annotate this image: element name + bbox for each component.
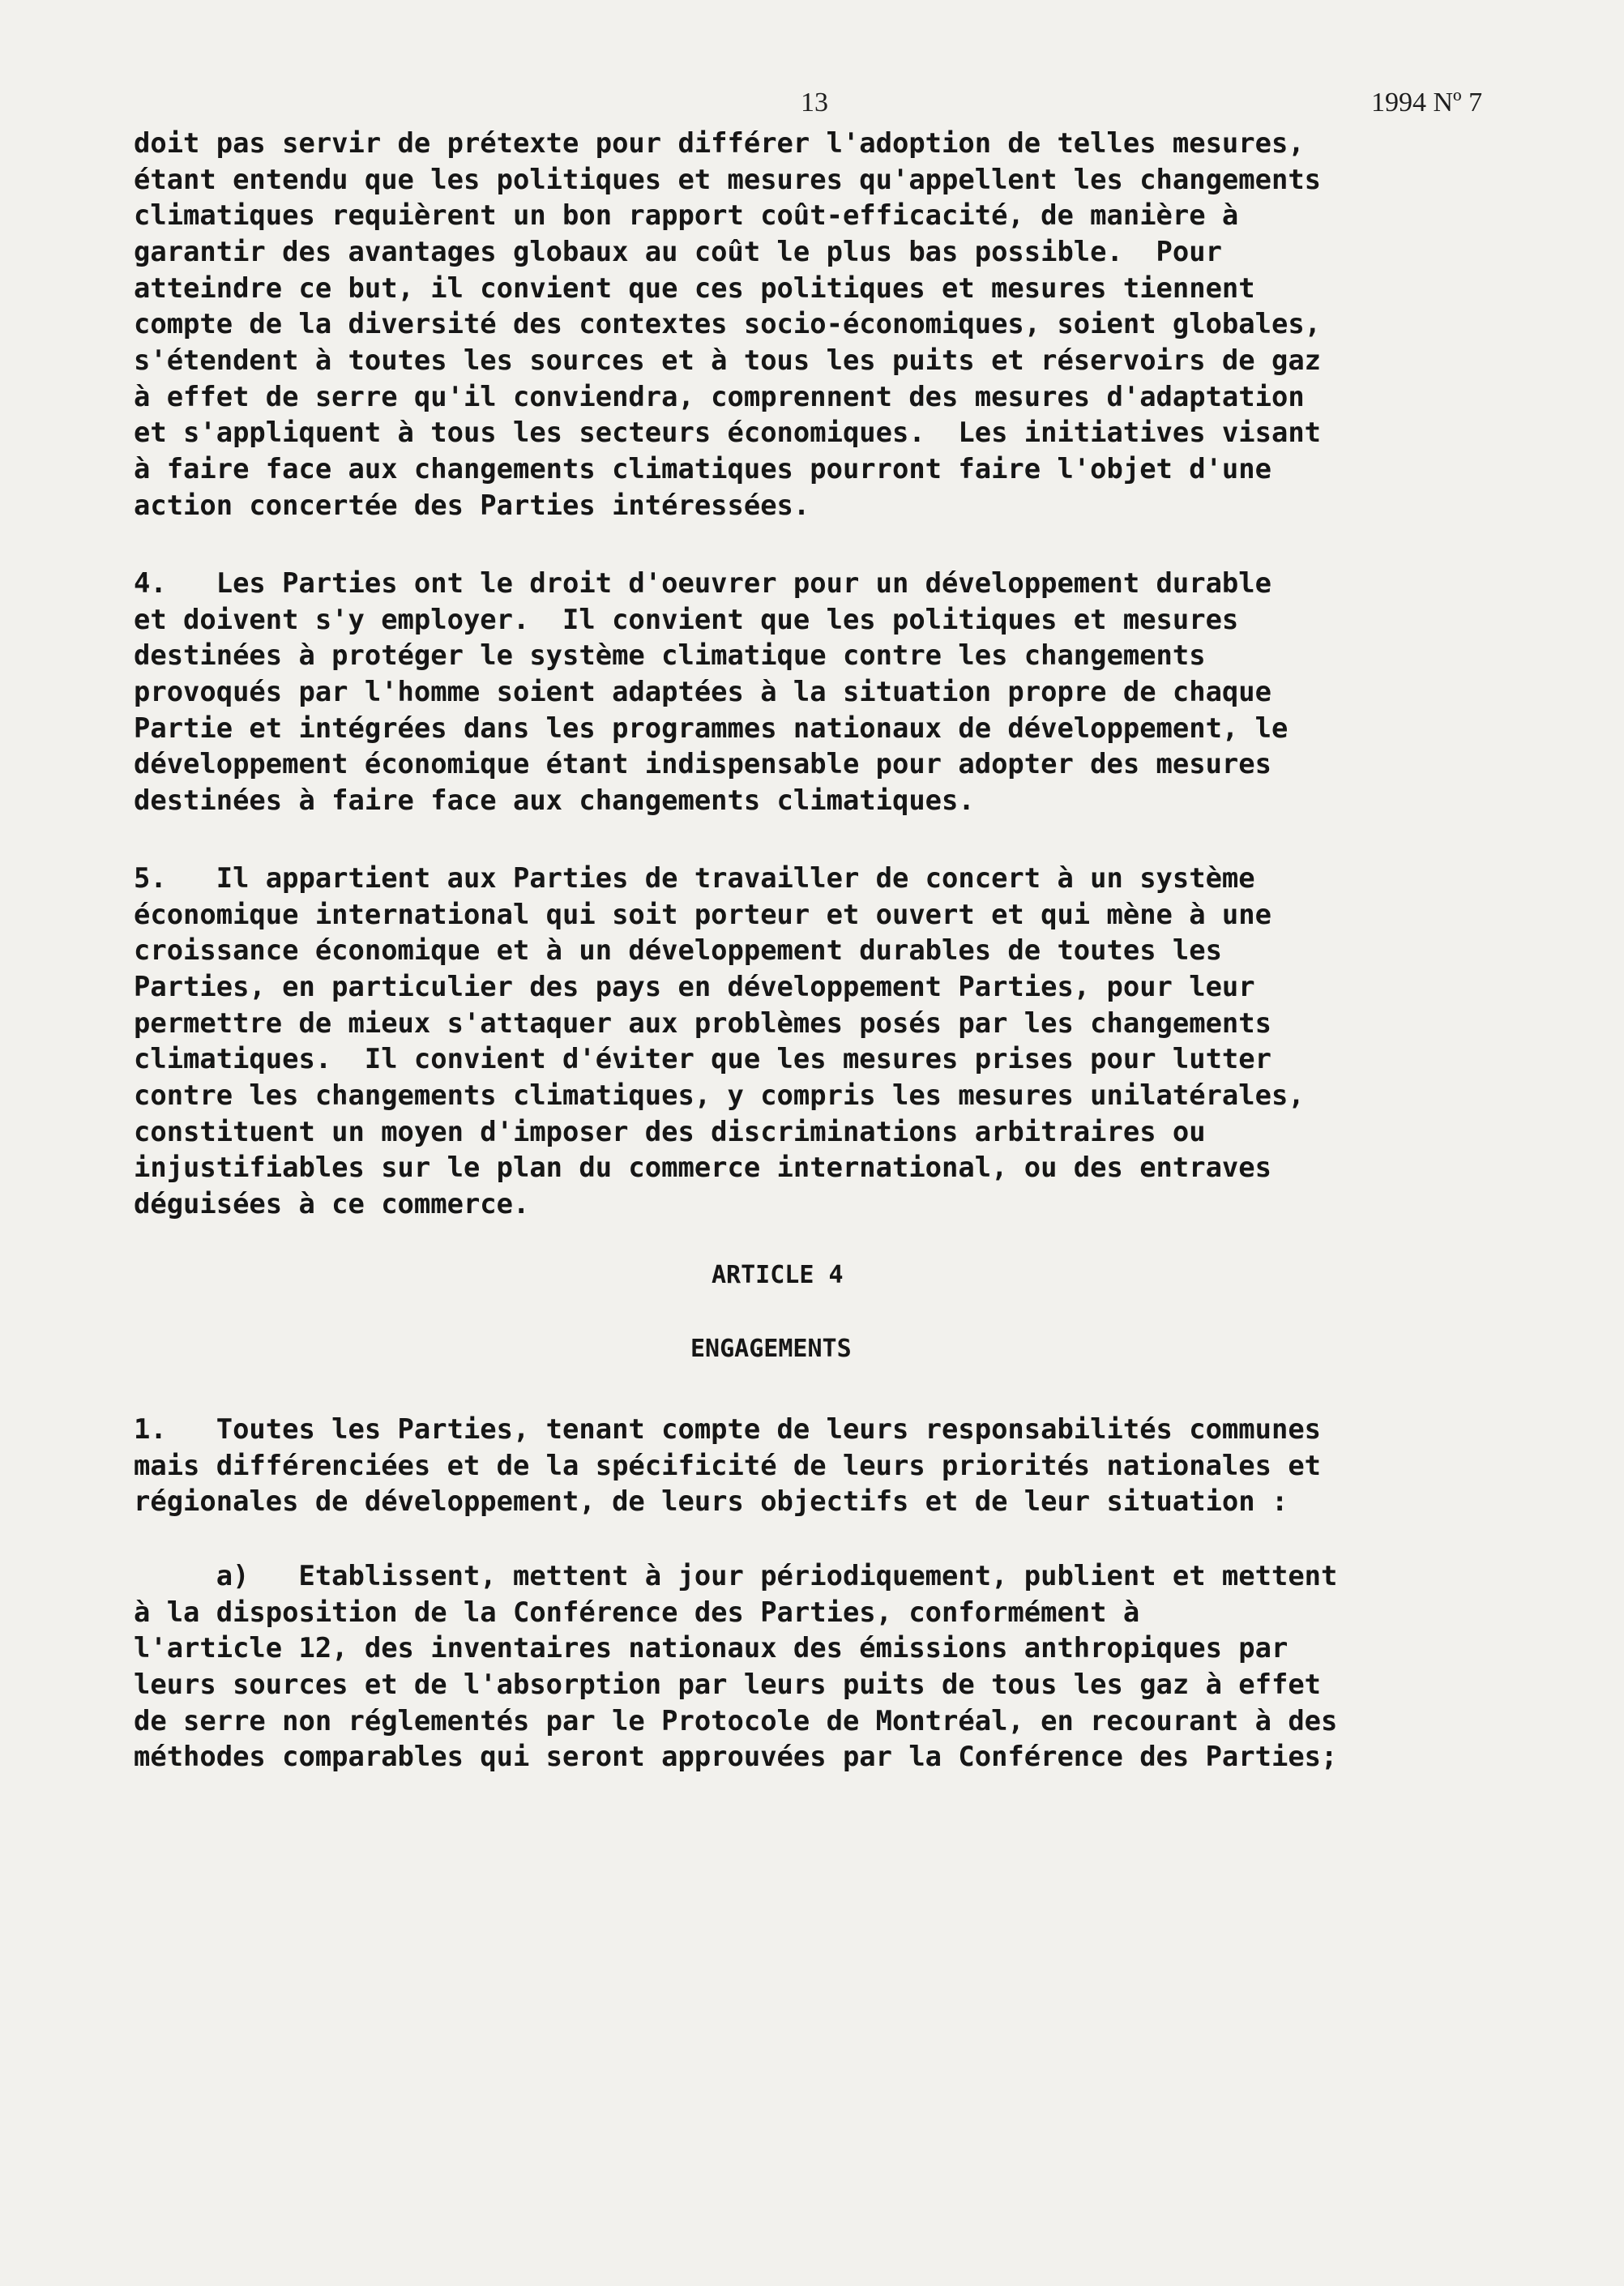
text-line: a) Etablissent, mettent à jour périodiquement, publient et mettent: [134, 1560, 1338, 1592]
text-line: atteindre ce but, il convient que ces politiques et mesures tiennent: [134, 272, 1255, 304]
text-line: destinées à protéger le système climatique contre les changements: [134, 639, 1206, 671]
text-line: 4. Les Parties ont le droit d'oeuvrer pour un développement durable: [134, 567, 1271, 599]
text-line: contre les changements climatiques, y compris les mesures unilatérales,: [134, 1079, 1305, 1111]
article-heading: ARTICLE 4: [712, 1261, 844, 1289]
text-line: Partie et intégrées dans les programmes nationaux de développement, le: [134, 712, 1289, 744]
text-line: à faire face aux changements climatiques pourront faire l'objet d'une: [134, 453, 1271, 485]
text-line: injustifiables sur le plan du commerce international, ou des entraves: [134, 1152, 1271, 1183]
text-line: croissance économique et à un développement durables de toutes les: [134, 934, 1222, 966]
text-line: étant entendu que les politiques et mesures qu'appellent les changements: [134, 164, 1322, 195]
text-line: mais différenciées et de la spécificité de leurs priorités nationales et: [134, 1450, 1322, 1481]
text-line: et s'appliquent à tous les secteurs économiques. Les initiatives visant: [134, 417, 1322, 448]
text-line: leurs sources et de l'absorption par leurs puits de tous les gaz à effet: [134, 1669, 1322, 1700]
text-line: et doivent s'y employer. Il convient que les politiques et mesures: [134, 604, 1239, 635]
text-line: de serre non réglementés par le Protocole de Montréal, en recourant à des: [134, 1705, 1338, 1737]
text-line: garantir des avantages globaux au coût le plus bas possible. Pour: [134, 236, 1222, 267]
text-line: l'article 12, des inventaires nationaux des émissions anthropiques par: [134, 1632, 1289, 1664]
text-line: climatiques. Il convient d'éviter que les mesures prises pour lutter: [134, 1043, 1271, 1075]
text-line: action concertée des Parties intéressées.: [134, 489, 810, 521]
text-line: permettre de mieux s'attaquer aux problèmes posés par les changements: [134, 1007, 1271, 1039]
text-line: méthodes comparables qui seront approuvées par la Conférence des Parties;: [134, 1741, 1338, 1772]
text-line: compte de la diversité des contextes socio-économiques, soient globales,: [134, 308, 1322, 340]
text-line: Parties, en particulier des pays en développement Parties, pour leur: [134, 971, 1255, 1002]
text-line: régionales de développement, de leurs objectifs et de leur situation :: [134, 1485, 1289, 1517]
text-line: développement économique étant indispensable pour adopter des mesures: [134, 748, 1271, 780]
text-line: 1. Toutes les Parties, tenant compte de leurs responsabilités communes: [134, 1413, 1322, 1445]
text-line: à effet de serre qu'il conviendra, comprennent des mesures d'adaptation: [134, 381, 1305, 412]
text-line: déguisées à ce commerce.: [134, 1188, 530, 1220]
section-heading: ENGAGEMENTS: [690, 1335, 852, 1363]
text-line: à la disposition de la Conférence des Parties, conformément à: [134, 1596, 1140, 1628]
page-number: 13: [801, 88, 828, 118]
text-line: 5. Il appartient aux Parties de travailler de concert à un système: [134, 862, 1255, 894]
text-line: économique international qui soit porteur et ouvert et qui mène à une: [134, 899, 1271, 930]
text-line: constituent un moyen d'imposer des discriminations arbitraires ou: [134, 1116, 1206, 1147]
text-line: doit pas servir de prétexte pour différer l'adoption de telles mesures,: [134, 127, 1305, 159]
text-line: destinées à faire face aux changements climatiques.: [134, 784, 975, 816]
text-line: s'étendent à toutes les sources et à tous les puits et réservoirs de gaz: [134, 344, 1322, 376]
issue-number: 1994 Nº 7: [1371, 88, 1483, 118]
text-line: provoqués par l'homme soient adaptées à la situation propre de chaque: [134, 676, 1271, 707]
text-line: climatiques requièrent un bon rapport coût-efficacité, de manière à: [134, 199, 1239, 231]
